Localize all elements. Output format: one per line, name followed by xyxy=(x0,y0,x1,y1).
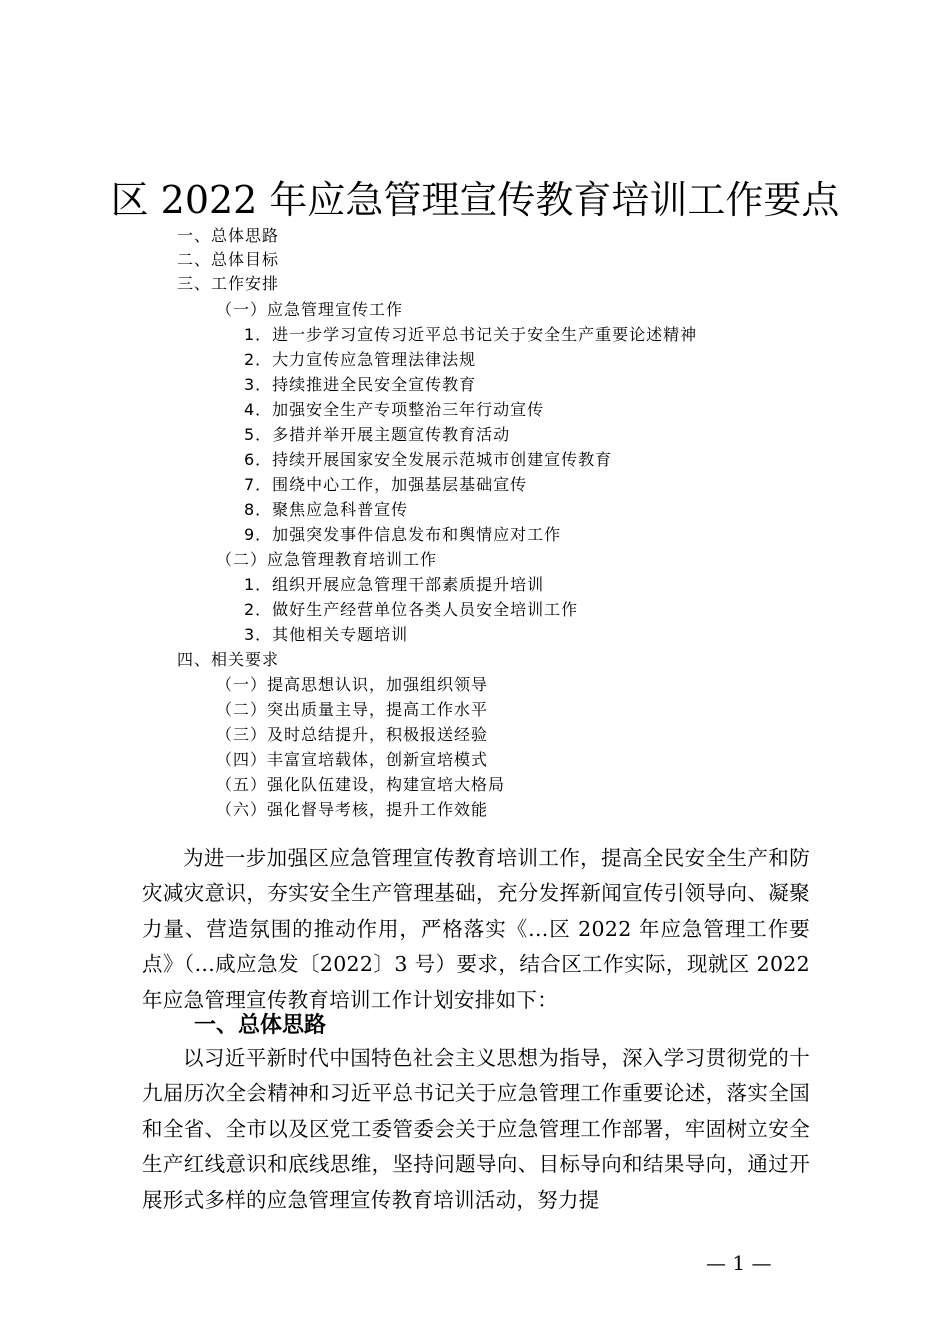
outline-item: 8．聚焦应急科普宣传 xyxy=(244,500,409,519)
section-1-paragraph: 以习近平新时代中国特色社会主义思想为指导，深入学习贯彻党的十九届历次全会精神和习近平总书记关于应急管理工作重要论述，落实全国和全省、全市以及区党工委管委会关于应急管理工作部署，牢固树立安全生产红线意识和底线思维，坚持问题导向、目标导向和结果导向，通过开展形式多样的应急管理宣传教育培训活动，努力提 xyxy=(142,1046,810,1212)
outline-item: 1．进一步学习宣传习近平总书记关于安全生产重要论述精神 xyxy=(244,325,698,344)
outline-section-2: 二、总体目标 xyxy=(177,250,280,269)
page-number-text: — 1 — xyxy=(706,1251,772,1275)
outline-item: （五）强化队伍建设，构建宣培大格局 xyxy=(216,775,506,794)
intro-paragraph: 为进一步加强区应急管理宣传教育培训工作，提高全民安全生产和防灾减灾意识，夯实安全生产管理基础，充分发挥新闻宣传引领导向、凝聚力量、营造氛围的推动作用，严格落实《...区 2022 年应急管理工作要点》（...咸应急发〔2022〕3 号）要求，结合区工作实际，现就区 2022 年应急管理宣传教育培训工作计划安排如下： xyxy=(142,846,810,1012)
outline-subsection-3-1: （一）应急管理宣传工作 xyxy=(216,300,404,319)
outline-section-4: 四、相关要求 xyxy=(177,650,280,669)
outline-item: 3．持续推进全民安全宣传教育 xyxy=(244,375,477,394)
outline-item: 9．加强突发事件信息发布和舆情应对工作 xyxy=(244,525,562,544)
outline-section-1: 一、总体思路 xyxy=(177,226,280,245)
document-title: 区 2022 年应急管理宣传教育培训工作要点 xyxy=(110,178,840,222)
outline-section-3: 三、工作安排 xyxy=(177,274,280,293)
outline-item: 5．多措并举开展主题宣传教育活动 xyxy=(244,425,511,444)
outline-subsection-3-2: （二）应急管理教育培训工作 xyxy=(216,550,438,569)
outline-item: （二）突出质量主导，提高工作水平 xyxy=(216,700,489,719)
outline-item: 2．大力宣传应急管理法律法规 xyxy=(244,350,477,369)
outline-item: （六）强化督导考核，提升工作效能 xyxy=(216,800,489,819)
outline-item: 6．持续开展国家安全发展示范城市创建宣传教育 xyxy=(244,450,613,469)
outline-item: （四）丰富宣培载体，创新宣培模式 xyxy=(216,750,489,769)
outline-item: （一）提高思想认识，加强组织领导 xyxy=(216,675,489,694)
outline-item: 7．围绕中心工作，加强基层基础宣传 xyxy=(244,475,528,494)
outline-item: 2．做好生产经营单位各类人员安全培训工作 xyxy=(244,600,579,619)
outline-item: 4．加强安全生产专项整治三年行动宣传 xyxy=(244,400,545,419)
outline-item: （三）及时总结提升，积极报送经验 xyxy=(216,725,489,744)
outline-item: 1．组织开展应急管理干部素质提升培训 xyxy=(244,575,545,594)
outline-item: 3．其他相关专题培训 xyxy=(244,625,409,644)
section-1-heading: 一、总体思路 xyxy=(194,1013,327,1038)
